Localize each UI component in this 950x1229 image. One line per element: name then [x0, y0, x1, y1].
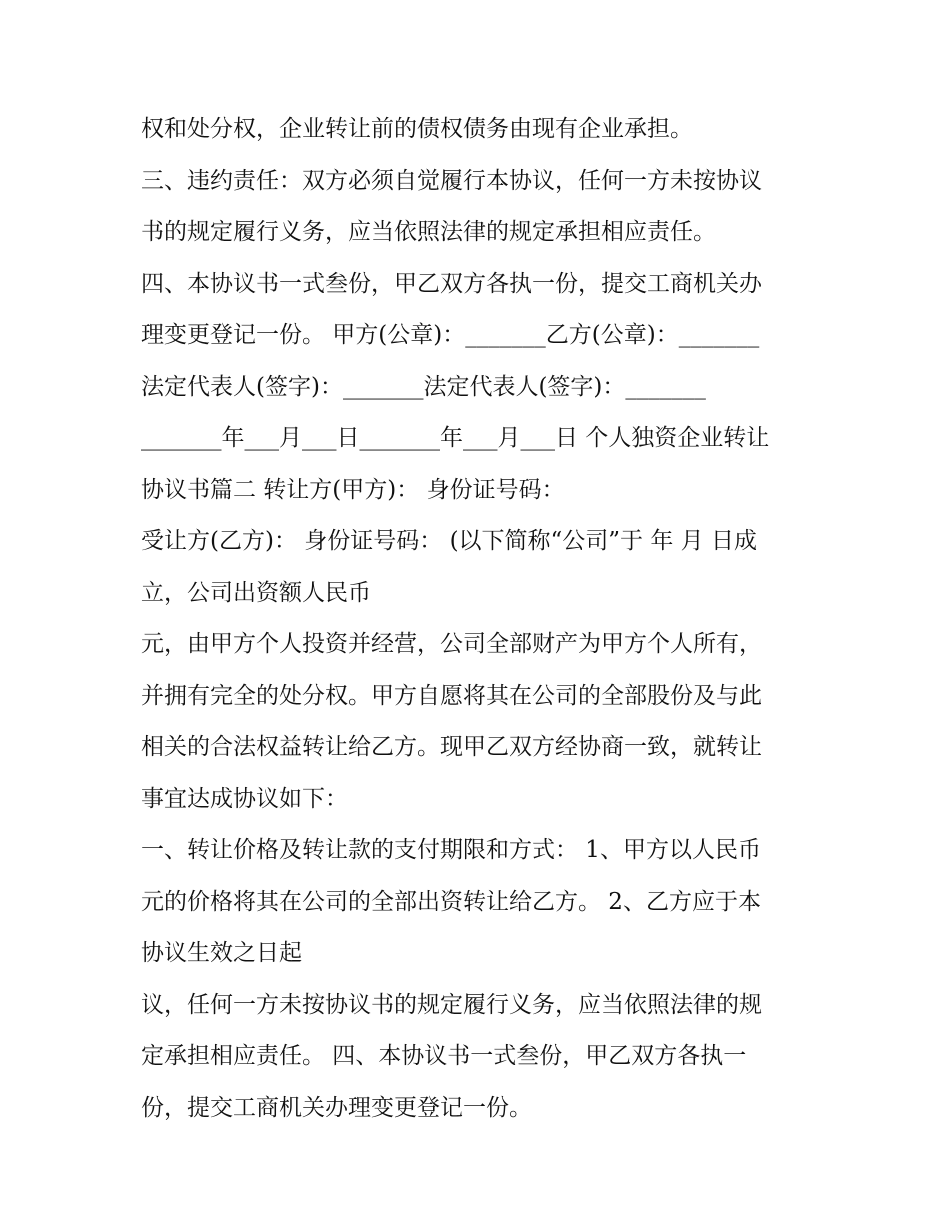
text-line: 权和处分权，企业转让前的债权债务由现有企业承担。: [141, 116, 693, 142]
text-line: 立，公司出资额人民币: [141, 579, 371, 606]
text-line: 并拥有完全的处分权。甲方自愿将其在公司的全部股份及与此: [141, 682, 762, 709]
text-line: 元，由甲方个人投资并经营，公司全部财产为甲方个人所有，: [141, 631, 762, 657]
text-line: _______年___月___日_______年___月___日 个人独资企业转让: [141, 425, 770, 451]
text-line: 相关的合法权益转让给乙方。现甲乙双方经协商一致，就转让: [141, 734, 762, 760]
text-line: 协议生效之日起: [141, 940, 302, 966]
text-line: 协议书篇二 转让方(甲方)： 身份证号码：: [141, 476, 565, 503]
text-line: 一、转让价格及转让款的支付期限和方式： 1、甲方以人民币: [141, 837, 761, 863]
text-line: 份，提交工商机关办理变更登记一份。: [141, 1094, 532, 1121]
text-line: 法定代表人(签字)：_______法定代表人(签字)：_______: [141, 373, 706, 400]
text-line: 事宜达成协议如下：: [141, 785, 348, 812]
text-line: 书的规定履行义务，应当依照法律的规定承担相应责任。: [141, 219, 716, 245]
text-line: 三、违约责任：双方必须自觉履行本协议，任何一方未按协议: [141, 167, 762, 194]
text-line: 理变更登记一份。 甲方(公章)：_______乙方(公章)：_______: [141, 322, 760, 348]
text-line: 元的价格将其在公司的全部出资转让给乙方。 2、乙方应于本: [141, 888, 761, 915]
text-line: 定承担相应责任。 四、本协议书一式叁份，甲乙双方各执一: [141, 1043, 747, 1069]
text-line: 四、本协议书一式叁份，甲乙双方各执一份，提交工商机关办: [141, 270, 762, 297]
text-line: 议，任何一方未按协议书的规定履行义务，应当依照法律的规: [141, 991, 762, 1018]
document-body: [141, 104, 821, 1134]
text-line: 受让方(乙方)： 身份证号码： (以下简称“公司”于 年 月 日成: [141, 528, 757, 554]
